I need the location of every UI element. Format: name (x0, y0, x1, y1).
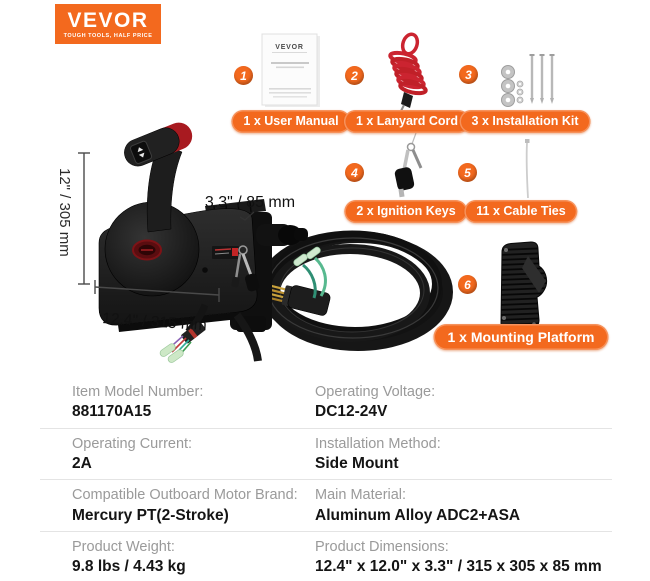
ignition-keys-image (394, 133, 421, 197)
vevor-logo (55, 4, 161, 44)
spec-value-product-dimensions: 12.4" x 12.0" x 3.3" / 315 x 305 x 85 mm (315, 558, 602, 576)
spec-row (40, 480, 612, 532)
item-6-number-badge: 6 (458, 275, 477, 294)
height-dimension-label: 12" / 305 mm (56, 168, 73, 257)
accessory-label-installation-kit: 3 x Installation Kit (460, 110, 591, 133)
accessory-label-mounting-platform: 1 x Mounting Platform (434, 324, 609, 350)
spec-value-installation-method: Side Mount (315, 454, 399, 472)
spec-row (40, 429, 612, 481)
spec-label-main-material: Main Material: (315, 487, 407, 504)
spec-table (40, 377, 612, 581)
warning-sticker (212, 246, 239, 259)
mounting-platform-image (498, 242, 550, 331)
depth-dimension-label: 3.3" / 85 mm (204, 194, 296, 211)
harness-cable-coil (250, 236, 448, 346)
brand-tagline: TOUGH TOOLS, HALF PRICE (63, 32, 153, 39)
installation-kit-image (502, 55, 555, 107)
spec-value-model-number: 881170A15 (72, 403, 152, 421)
spec-row (40, 532, 612, 581)
spec-label-model-number: Item Model Number: (72, 384, 204, 400)
spec-value-operating-voltage: DC12-24V (315, 403, 388, 421)
item-4-number-badge: 4 (345, 163, 364, 182)
spec-label-product-dimensions: Product Dimensions: (315, 539, 449, 556)
spec-label-operating-current: Operating Current: (72, 435, 193, 452)
accessory-label-ignition-keys: 2 x Ignition Keys (344, 200, 467, 223)
accessory-label-cable-ties: 11 x Cable Ties (464, 200, 577, 223)
item-3-number-badge: 3 (459, 65, 478, 84)
spec-value-main-material: Aluminum Alloy ADC2+ASA (315, 506, 521, 524)
brand-name: VEVOR (67, 8, 149, 32)
lanyard-cord-image (389, 32, 426, 113)
accessory-label-user-manual: 1 x User Manual (231, 110, 350, 133)
dimension-height (56, 153, 90, 284)
manual-cover-title: VEVOR (275, 44, 304, 51)
item-1-number-badge: 1 (234, 66, 253, 85)
spec-value-operating-current: 2A (72, 454, 92, 472)
brand-emblem (133, 241, 161, 260)
width-dimension-label: 12.4" / 315 mm (101, 310, 208, 335)
accessory-label-lanyard-cord: 1 x Lanyard Cord (344, 110, 470, 133)
spec-label-operating-voltage: Operating Voltage: (315, 384, 436, 400)
cable-tie-image (525, 139, 530, 198)
spec-value-product-weight: 9.8 lbs / 4.43 kg (72, 558, 186, 576)
spec-row (40, 377, 612, 429)
spec-label-installation-method: Installation Method: (315, 435, 441, 452)
item-2-number-badge: 2 (345, 66, 364, 85)
spec-label-compatible-brand: Compatible Outboard Motor Brand: (72, 487, 298, 504)
user-manual-image (262, 34, 320, 107)
spec-label-product-weight: Product Weight: (72, 539, 175, 556)
item-5-number-badge: 5 (458, 163, 477, 182)
spec-value-compatible-brand: Mercury PT(2-Stroke) (72, 506, 229, 524)
